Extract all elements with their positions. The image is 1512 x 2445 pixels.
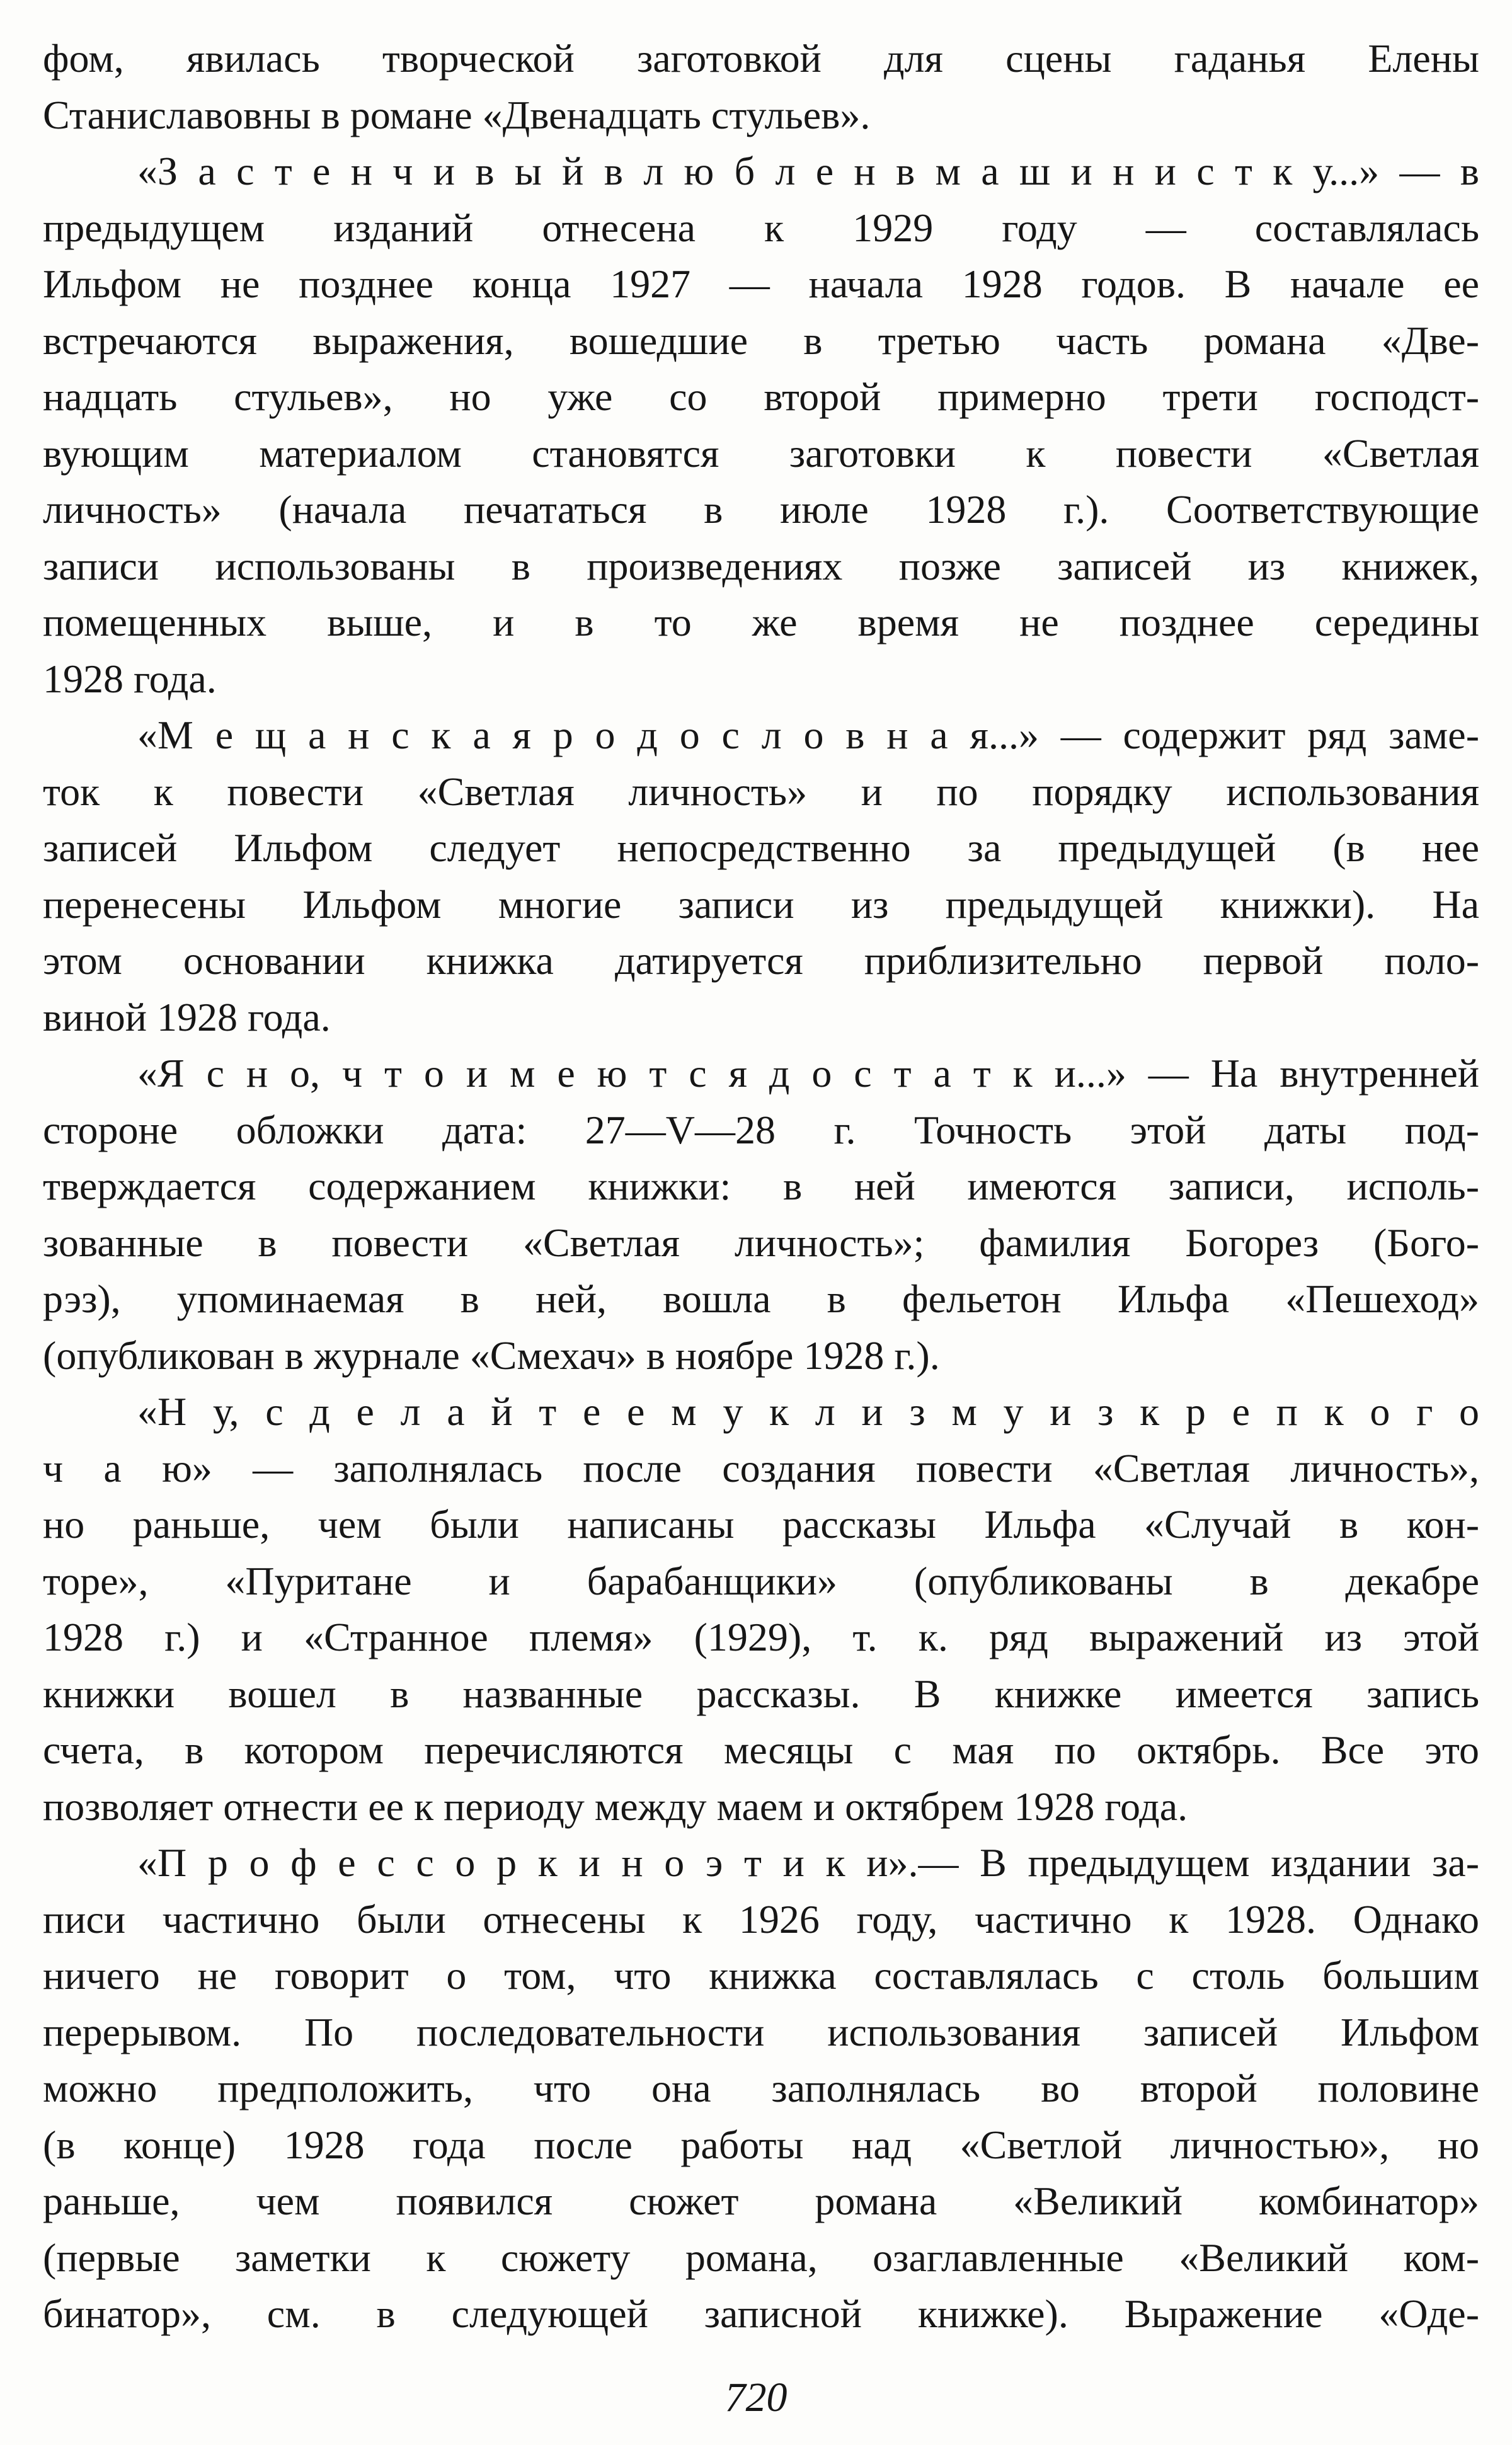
paragraph-start-line: «З а с т е н ч и в ы й в л ю б л е н в м а ш и н и с т к у...» — в	[137, 149, 1479, 193]
paragraph-start-line: «Н у, с д е л а й т е е м у к л и з м у и з к р е п к о г о	[137, 1389, 1479, 1434]
text-line: книжки вошел в названные рассказы. В книжке имеется запись	[43, 1671, 1479, 1716]
text-line: перерывом. По последовательности использования записей Ильфом	[43, 2009, 1479, 2054]
text-line: виной 1928 года.	[43, 994, 331, 1039]
text-line: Станиславовны в романе «Двенадцать стульев».	[43, 92, 871, 137]
page-number: 720	[724, 2374, 788, 2420]
text-line: Ильфом не позднее конца 1927 — начала 1928 годов. В начале ее	[43, 261, 1479, 306]
paragraph-start-line: «П р о ф е с с о р к и н о э т и к и».— В предыдущем издании за-	[137, 1840, 1479, 1885]
body-text	[43, 30, 1479, 2342]
text-line: вующим материалом становятся заготовки к повести «Светлая	[43, 430, 1479, 476]
text-line: рэз), упоминаемая в ней, вошла в фельетон Ильфа «Пешеход»	[43, 1276, 1479, 1321]
text-line: зованные в повести «Светлая личность»; фамилия Богорез (Бого-	[43, 1220, 1479, 1265]
text-line: помещенных выше, и в то же время не позднее середины	[43, 600, 1479, 644]
text-line: записей Ильфом следует непосредственно за предыдущей (в нее	[43, 825, 1479, 870]
paragraph-start-line: «М е щ а н с к а я р о д о с л о в н а я...» — содержит ряд заме-	[137, 713, 1479, 757]
text-line: ч а ю» — заполнялась после создания повести «Светлая личность»,	[43, 1445, 1479, 1491]
text-line: 1928 года.	[43, 656, 217, 701]
text-line: перенесены Ильфом многие записи из предыдущей книжки). На	[43, 881, 1479, 927]
text-line: (опубликован в журнале «Смехач» в ноябре 1928 г.).	[43, 1332, 940, 1378]
text-line: тверждается содержанием книжки: в ней имеются записи, исполь-	[43, 1164, 1479, 1208]
text-line: личность» (начала печататься в июле 1928 г.). Соответствующие	[43, 487, 1479, 532]
text-line: торе», «Пуритане и барабанщики» (опубликованы в декабре	[43, 1558, 1479, 1603]
text-line: бинатор», см. в следующей записной книжке). Выражение «Оде-	[43, 2291, 1479, 2336]
text-line: стороне обложки дата: 27—V—28 г. Точность этой даты под-	[43, 1107, 1479, 1152]
text-line: фом, явилась творческой заготовкой для сцены гаданья Елены	[43, 36, 1479, 81]
text-line: (в конце) 1928 года после работы над «Светлой личностью», но	[43, 2122, 1479, 2167]
text-line: записи использованы в произведениях позже записей из книжек,	[43, 543, 1479, 588]
text-line: (первые заметки к сюжету романа, озаглавленные «Великий ком-	[43, 2235, 1479, 2280]
text-line: ничего не говорит о том, что книжка составлялась с столь большим	[43, 1953, 1479, 1998]
text-line: встречаются выражения, вошедшие в третью часть романа «Две-	[43, 318, 1479, 363]
text-line: этом основании книжка датируется приблизительно первой поло-	[43, 938, 1479, 983]
text-line: предыдущем изданий отнесена к 1929 году — составлялась	[43, 205, 1479, 250]
text-line: ток к повести «Светлая личность» и по порядку использования	[43, 769, 1479, 814]
text-line: писи частично были отнесены к 1926 году, частично к 1928. Однако	[43, 1896, 1479, 1942]
text-line: но раньше, чем были написаны рассказы Ильфа «Случай в кон-	[43, 1502, 1479, 1547]
text-line: счета, в котором перечисляются месяцы с мая по октябрь. Все это	[43, 1727, 1479, 1772]
paragraph-start-line: «Я с н о, ч т о и м е ю т с я д о с т а т к и...» — На внутренней	[137, 1051, 1479, 1096]
text-line: 1928 г.) и «Странное племя» (1929), т. к. ряд выражений из этой	[43, 1615, 1479, 1659]
text-line: позволяет отнести ее к периоду между маем и октябрем 1928 года.	[43, 1784, 1188, 1829]
text-line: раньше, чем появился сюжет романа «Великий комбинатор»	[43, 2179, 1479, 2223]
text-line: можно предположить, что она заполнялась во второй половине	[43, 2066, 1479, 2110]
text-line: надцать стульев», но уже со второй примерно трети господст-	[43, 374, 1479, 419]
